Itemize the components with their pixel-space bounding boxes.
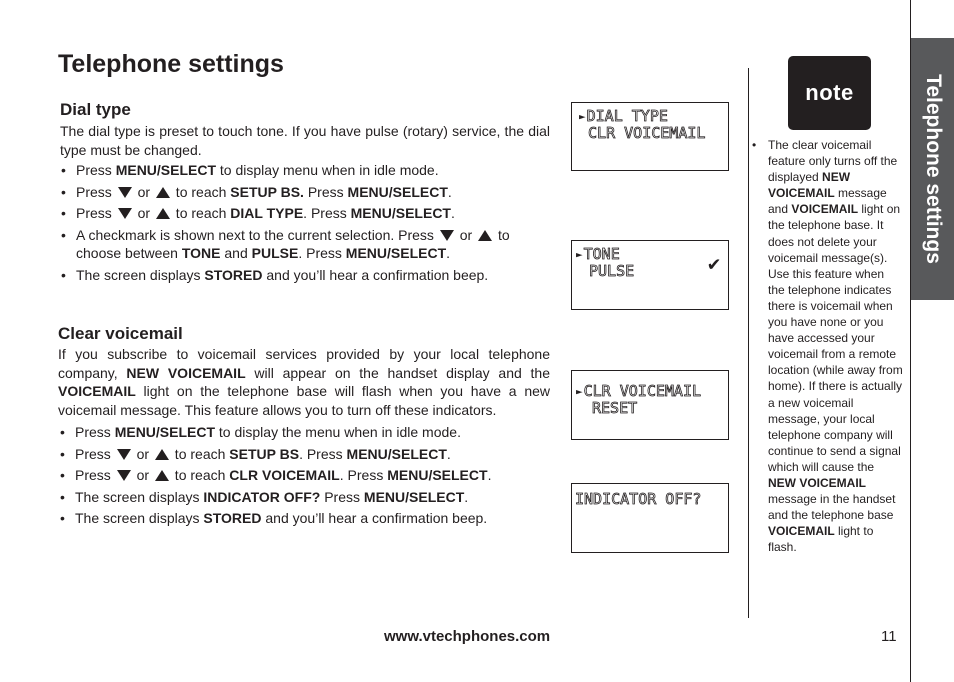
list-item: • The screen displays INDICATOR OFF? Press MENU/SELECT. bbox=[59, 488, 551, 507]
clear-voicemail-steps bbox=[59, 423, 551, 531]
lcd-screen-dial-type: ►DIAL TYPE CLR VOICEMAIL bbox=[571, 102, 729, 171]
list-item: • The screen displays STORED and you’ll hear a confirmation beep. bbox=[59, 509, 551, 528]
list-item: • The screen displays STORED and you’ll hear a confirmation beep. bbox=[60, 266, 552, 285]
section-side-tab: Telephone settings bbox=[911, 38, 954, 300]
dial-type-intro: The dial type is preset to touch tone. If you have pulse (rotary) service, the dial type must be changed. bbox=[60, 123, 550, 158]
list-item: • Press or to reach SETUP BS. Press MENU/SELECT. bbox=[59, 445, 551, 464]
down-arrow-icon bbox=[117, 470, 131, 481]
page-number: 11 bbox=[881, 628, 897, 645]
checkmark-icon: ✔ bbox=[707, 251, 720, 275]
lcd-screen-indicator-off: INDICATOR OFF? bbox=[571, 483, 729, 553]
selection-arrow-icon: ► bbox=[579, 110, 586, 123]
footer-url: www.vtechphones.com bbox=[384, 628, 551, 645]
list-item: • Press MENU/SELECT to display menu when in idle mode. bbox=[60, 161, 552, 180]
selection-arrow-icon: ► bbox=[576, 385, 583, 398]
down-arrow-icon bbox=[117, 449, 131, 460]
list-item: • Press or to reach SETUP BS. Press MENU/SELECT. bbox=[60, 183, 552, 202]
lcd-screen-clr-voicemail: ►CLR VOICEMAIL RESET bbox=[571, 370, 729, 440]
selection-arrow-icon: ► bbox=[576, 248, 583, 261]
dial-type-steps bbox=[60, 161, 552, 287]
clear-voicemail-intro: If you subscribe to voicemail services provided by your local telephone company, NEW VOICEMAIL will appear on the handset display and the VOICEMAIL light on the telephone base will flash when you have a new voicemail message. This feature allows you to turn off these indicators. bbox=[58, 346, 550, 418]
list-item: • Press or to reach DIAL TYPE. Press MENU/SELECT. bbox=[60, 204, 552, 223]
dial-type-heading: Dial type bbox=[60, 100, 131, 119]
list-item: • Press or to reach CLR VOICEMAIL. Press MENU/SELECT. bbox=[59, 466, 551, 485]
up-arrow-icon bbox=[155, 449, 169, 460]
note-badge: note bbox=[788, 56, 871, 130]
note-text: • The clear voicemail feature only turns off the displayed NEW VOICEMAIL message and VOICEMAIL light on the telephone base. It does not delete your voicemail message(s). Use this feature when the telephone indicates there is voicemail when you have none or you have accessed your voicemail from a remote location (while away from home). If there is actually a new voicemail message, your local telephone company will continue to send a signal which will cause the NEW VOICEMAIL message in the handset and the telephone base VOICEMAIL light to flash. bbox=[768, 137, 904, 555]
down-arrow-icon bbox=[440, 230, 454, 241]
down-arrow-icon bbox=[118, 187, 132, 198]
clear-voicemail-heading: Clear voicemail bbox=[58, 324, 183, 343]
up-arrow-icon bbox=[156, 208, 170, 219]
up-arrow-icon bbox=[155, 470, 169, 481]
up-arrow-icon bbox=[156, 187, 170, 198]
column-divider bbox=[748, 68, 749, 618]
list-item: • A checkmark is shown next to the current selection. Press or to choose between TONE and PULSE. Press MENU/SELECT. bbox=[60, 226, 552, 263]
page-title: Telephone settings bbox=[58, 50, 284, 78]
lcd-screen-tone-pulse: ►TONE PULSE ✔ bbox=[571, 240, 729, 310]
list-item: • Press MENU/SELECT to display the menu when in idle mode. bbox=[59, 423, 551, 442]
down-arrow-icon bbox=[118, 208, 132, 219]
up-arrow-icon bbox=[478, 230, 492, 241]
